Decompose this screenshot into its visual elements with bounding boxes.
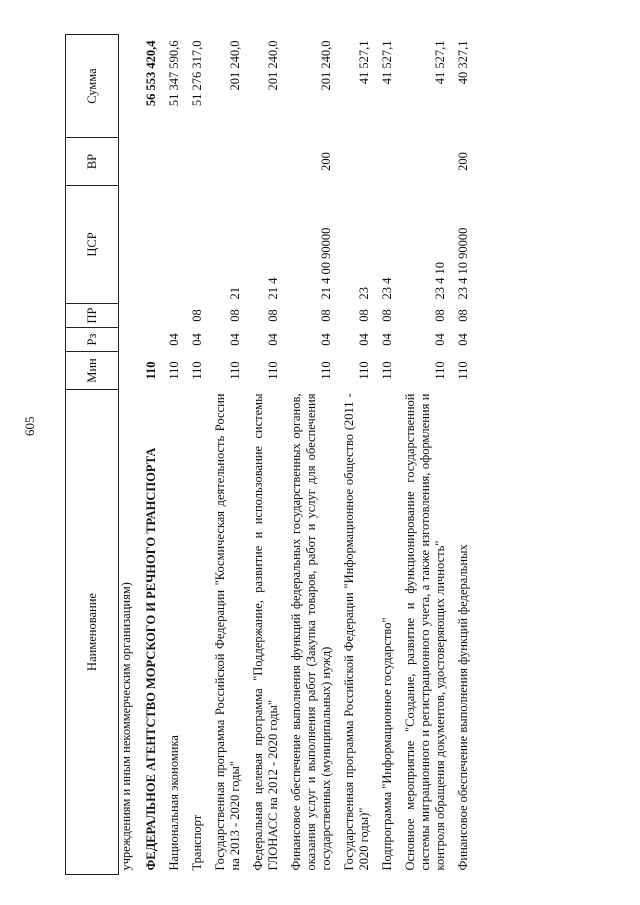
row-min: 110 — [433, 361, 447, 380]
row-pr: 08 — [190, 309, 204, 322]
header-pr: ПР — [66, 304, 119, 328]
table-row — [285, 35, 338, 875]
budget-table — [65, 34, 475, 875]
row-sum: 201 240,0 — [228, 40, 242, 91]
row-vr — [140, 138, 163, 186]
row-min: 110 — [380, 361, 394, 380]
table-row — [247, 35, 285, 875]
row-rz: 04 — [380, 333, 394, 346]
row-csr: 21 — [228, 287, 242, 300]
row-rz — [119, 328, 141, 352]
row-sum: 201 240,0 — [319, 40, 333, 91]
row-csr: 21 4 — [266, 277, 280, 300]
row-sum: 51 276 317,0 — [190, 40, 204, 107]
row-vr: 200 — [319, 152, 333, 171]
row-rz: 04 — [456, 333, 470, 346]
header-name: Наименование — [66, 390, 119, 875]
row-min — [119, 352, 141, 390]
row-pr: 08 — [456, 309, 470, 322]
table-row — [452, 35, 475, 875]
row-pr: 08 — [319, 309, 333, 322]
row-name: ФЕДЕРАЛЬНОЕ АГЕНТСТВО МОРСКОГО И РЕЧНОГО ТРАНСПОРТА — [144, 447, 158, 871]
row-min: 110 — [456, 361, 470, 380]
row-vr — [209, 138, 247, 186]
row-vr — [376, 138, 399, 186]
row-csr: 23 4 10 — [433, 262, 447, 300]
table-row — [163, 35, 186, 875]
table-row — [338, 35, 376, 875]
table-body — [119, 35, 476, 875]
table-row — [140, 35, 163, 875]
row-vr — [163, 138, 186, 186]
row-min: 110 — [228, 361, 242, 380]
row-name: Финансовое обеспечение выполнения функций федеральных — [456, 544, 470, 871]
row-sum: 41 527,1 — [380, 40, 394, 85]
row-vr — [338, 138, 376, 186]
row-sum: 41 527,1 — [433, 40, 447, 85]
row-min: 110 — [190, 361, 204, 380]
header-sum: Сумма — [66, 35, 119, 138]
table-row — [209, 35, 247, 875]
header-csr: ЦСР — [66, 186, 119, 304]
row-csr — [140, 186, 163, 304]
row-name: Подпрограмма "Информационное государство" — [380, 617, 394, 871]
row-rz: 04 — [167, 333, 181, 346]
row-csr: 23 4 10 90000 — [456, 227, 470, 300]
row-min: 110 — [266, 361, 280, 380]
header-rz: Рз — [66, 328, 119, 352]
row-min: 110 — [319, 361, 333, 380]
row-rz — [140, 328, 163, 352]
row-min: 110 — [357, 361, 371, 380]
row-vr — [247, 138, 285, 186]
row-name: Национальная экономика — [167, 735, 181, 871]
row-sum: 56 553 420,4 — [144, 40, 158, 107]
row-min: 110 — [167, 361, 181, 380]
row-rz: 04 — [319, 333, 333, 346]
row-rz: 04 — [228, 333, 242, 346]
rotated-page-body — [65, 35, 595, 875]
row-csr — [163, 186, 186, 304]
row-name: учреждениям и иным некоммерческим организациям) — [119, 582, 133, 871]
row-sum — [119, 35, 141, 138]
row-sum: 41 527,1 — [357, 40, 371, 85]
row-rz: 04 — [357, 333, 371, 346]
row-vr — [119, 138, 141, 186]
row-pr: 08 — [380, 309, 394, 322]
row-name: Федеральная целевая программа "Поддержание, развитие и использование системы ГЛОНАСС на 2012 - 2020 годы" — [251, 393, 280, 871]
table-row — [119, 35, 141, 875]
row-pr — [163, 304, 186, 328]
row-csr — [186, 186, 209, 304]
row-csr — [119, 186, 141, 304]
row-pr: 08 — [228, 309, 242, 322]
row-rz: 04 — [190, 333, 204, 346]
row-csr: 21 4 00 90000 — [319, 227, 333, 300]
row-sum: 201 240,0 — [266, 40, 280, 91]
row-sum: 51 347 590,6 — [167, 40, 181, 107]
table-row — [399, 35, 452, 875]
row-min: 110 — [144, 361, 158, 380]
row-rz: 04 — [266, 333, 280, 346]
table-row — [376, 35, 399, 875]
row-vr — [186, 138, 209, 186]
row-pr — [140, 304, 163, 328]
row-name: Государственная программа Российской Федерации "Информационное общество (2011 - 2020 годы)" — [342, 393, 371, 871]
row-sum: 40 327,1 — [456, 40, 470, 85]
row-pr: 08 — [266, 309, 280, 322]
row-name: Финансовое обеспечение выполнения функций федеральных государственных органов, оказания услуг и выполнения работ (Закупка товаров, работ и услуг для обеспечения государственных (муниципальных) нужд) — [289, 393, 333, 871]
row-name: Транспорт — [190, 814, 204, 871]
row-csr: 23 4 — [380, 277, 394, 300]
row-rz: 04 — [433, 333, 447, 346]
row-pr: 08 — [357, 309, 371, 322]
row-name: Государственная программа Российской Федерации "Космическая деятельность России на 2013 - 2020 годы" — [213, 393, 242, 871]
row-vr: 200 — [456, 152, 470, 171]
row-name: Основное мероприятие "Создание, развитие и функционирование государственной системы миграционного и регистрационного учета, а также изготовления, оформления и контроля обращения документов, удостоверяющих личность" — [403, 393, 447, 871]
header-vr: ВР — [66, 138, 119, 186]
row-pr — [119, 304, 141, 328]
header-min: Мин — [66, 352, 119, 390]
table-header — [66, 35, 119, 875]
page-number: 605 — [22, 416, 37, 436]
table-row — [186, 35, 209, 875]
row-csr: 23 — [357, 287, 371, 300]
row-vr — [399, 138, 452, 186]
row-pr: 08 — [433, 309, 447, 322]
